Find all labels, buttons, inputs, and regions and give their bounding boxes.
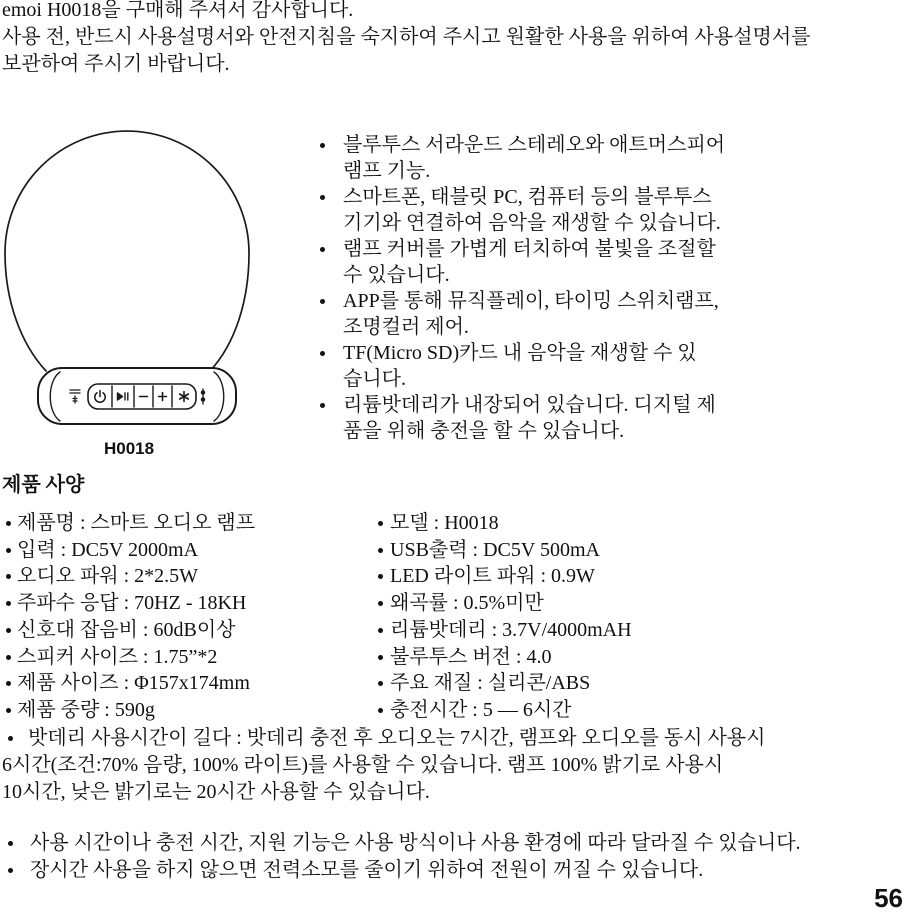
spec-list-left xyxy=(4,510,255,724)
intro-line: 사용 전, 반드시 사용설명서와 안전지침을 숙지하여 주시고 원활한 사용을 위하여 사용설명서를 xyxy=(2,26,811,48)
spec-item: 스피커 사이즈 : 1.75”*2 xyxy=(4,644,255,671)
page-number: 56 xyxy=(874,883,903,913)
spec-item: 모델 : H0018 xyxy=(376,510,632,537)
feature-item xyxy=(318,132,778,184)
spec-item: USB출력 : DC5V 500mA xyxy=(376,537,632,564)
spec-heading: 제품 사양 xyxy=(2,474,85,496)
battery-note-line: 6시간(조건:70% 음량, 100% 라이트)를 사용할 수 있습니다. 램프 100% 밝기로 사용시 xyxy=(2,754,724,776)
spec-item: 제품명 : 스마트 오디오 램프 xyxy=(4,510,255,537)
usage-notes xyxy=(2,830,801,884)
spec-item: LED 라이트 파워 : 0.9W xyxy=(376,563,632,590)
feature-item xyxy=(318,184,778,236)
feature-item xyxy=(318,392,778,444)
feature-item xyxy=(318,288,778,340)
lamp-speaker-illustration xyxy=(0,125,262,430)
feature-item xyxy=(318,340,778,392)
spec-item: 주요 재질 : 실리콘/ABS xyxy=(376,670,632,697)
feature-line: 기기와 연결하여 음악을 재생할 수 있습니다. xyxy=(343,212,721,234)
spec-item: 오디오 파워 : 2*2.5W xyxy=(4,563,255,590)
spec-item: 리튬밧데리 : 3.7V/4000mAH xyxy=(376,617,632,644)
feature-line: 스마트폰, 태블릿 PC, 컴퓨터 등의 블루투스 xyxy=(343,186,712,208)
feature-line: 램프 커버를 가볍게 터치하여 불빛을 조절할 xyxy=(343,238,716,260)
usage-note-item: 사용 시간이나 충전 시간, 지원 기능은 사용 방식이나 사용 환경에 따라 달라질 수 있습니다. xyxy=(2,830,801,857)
spec-item: 제품 사이즈 : Φ157x174mm xyxy=(4,670,255,697)
battery-note-line: 밧데리 사용시간이 길다 : 밧데리 충전 후 오디오는 7시간, 램프와 오디오를 동시 사용시 xyxy=(2,725,765,752)
spec-item: 불루투스 버전 : 4.0 xyxy=(376,644,632,671)
feature-item xyxy=(318,236,778,288)
feature-line: 품을 위해 충전을 할 수 있습니다. xyxy=(343,420,625,442)
spec-item: 입력 : DC5V 2000mA xyxy=(4,537,255,564)
feature-line: 조명컬러 제어. xyxy=(343,316,469,338)
product-model-label: H0018 xyxy=(104,439,155,458)
battery-note-line: 10시간, 낮은 밝기로는 20시간 사용할 수 있습니다. xyxy=(2,781,430,803)
feature-list xyxy=(318,132,778,444)
feature-line: 수 있습니다. xyxy=(343,264,450,286)
lamp-globe xyxy=(5,131,249,371)
spec-item: 주파수 응답 : 70HZ - 18KH xyxy=(4,590,255,617)
product-figure xyxy=(0,125,262,465)
spec-item: 충전시간 : 5 — 6시간 xyxy=(376,697,632,724)
speaker-base xyxy=(38,368,236,424)
spec-item: 제품 중량 : 590g xyxy=(4,697,255,724)
feature-line: 램프 기능. xyxy=(343,160,431,182)
intro-line: 보관하여 주시기 바랍니다. xyxy=(2,53,230,75)
feature-line: 습니다. xyxy=(343,368,406,390)
battery-life-note xyxy=(2,725,765,806)
intro-line: emoi H0018을 구매해 주셔서 감사합니다. xyxy=(2,0,354,21)
feature-line: 블루투스 서라운드 스테레오와 애트머스피어 xyxy=(343,134,726,156)
spec-item: 신호대 잡음비 : 60dB이상 xyxy=(4,617,255,644)
feature-line: APP를 통해 뮤직플레이, 타이밍 스위치램프, xyxy=(343,290,719,312)
feature-line: 리튬밧데리가 내장되어 있습니다. 디지털 제 xyxy=(343,394,716,416)
spec-list-right xyxy=(376,510,632,724)
usage-note-item: 장시간 사용을 하지 않으면 전력소모를 줄이기 위하여 전원이 꺼질 수 있습니다. xyxy=(2,857,801,884)
spec-item: 왜곡률 : 0.5%미만 xyxy=(376,590,632,617)
feature-line: TF(Micro SD)카드 내 음악을 재생할 수 있 xyxy=(343,342,697,364)
intro-text xyxy=(2,0,810,78)
